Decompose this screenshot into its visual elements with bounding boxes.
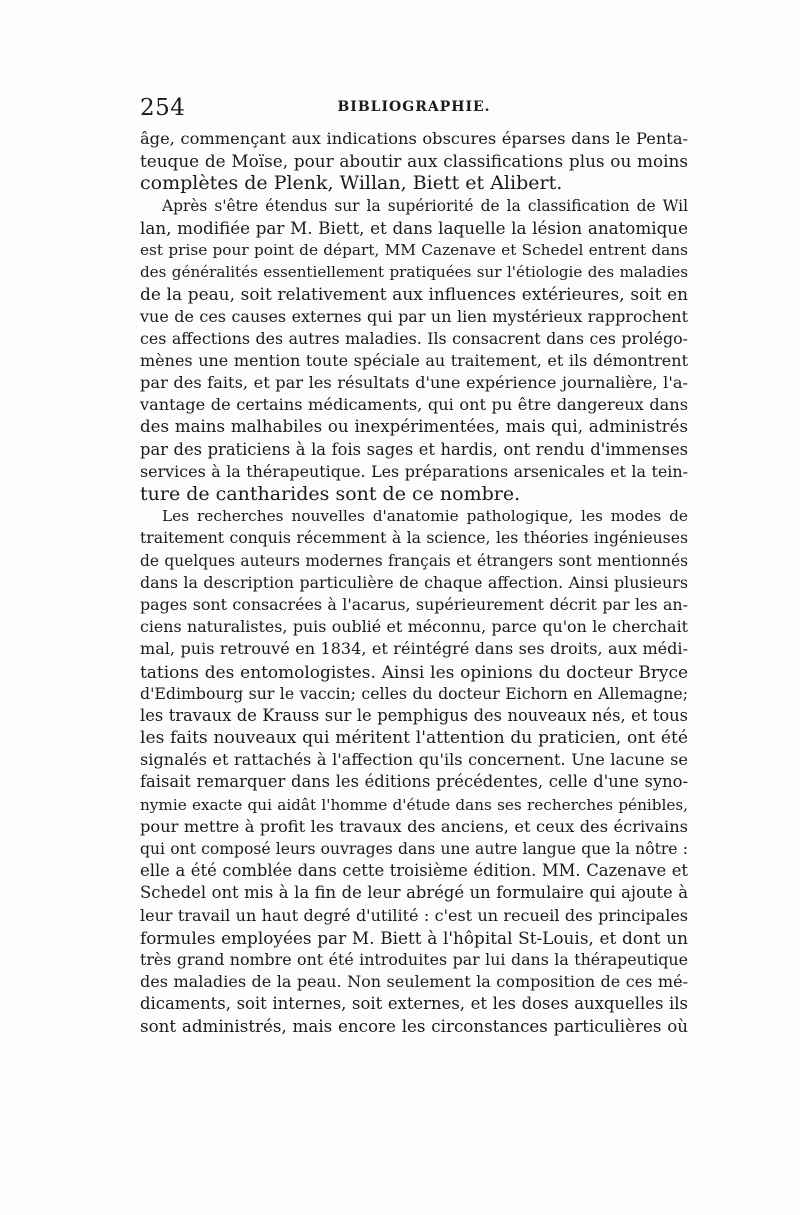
text-line: Les recherches nouvelles d'anatomie pathologique, les modes de: [162, 507, 688, 526]
text-line: mal, puis retrouvé en 1834, et réintégré dans ses droits, aux médi-: [140, 639, 688, 659]
paragraph-2: [140, 195, 688, 506]
text-line: ture de cantharides sont de ce nombre.: [140, 483, 521, 505]
text-line: elle a été comblée dans cette troisième édition. MM. Cazenave et: [140, 861, 688, 881]
text-line: pour mettre à profit les travaux des anciens, et ceux des écrivains: [140, 816, 688, 836]
text-line: pages sont consacrées à l'acarus, supérieurement décrit par les an-: [140, 594, 688, 614]
text-line: dicaments, soit internes, soit externes, et les doses auxquelles ils: [140, 994, 688, 1014]
text-line: mènes une mention toute spéciale au traitement, et ils démontrent: [140, 350, 688, 370]
running-title: BIBLIOGRAPHIE.: [337, 99, 491, 115]
text-line: par des faits, et par les résultats d'une expérience journalière, l'a-: [140, 373, 688, 393]
text-line: Après s'être étendus sur la supériorité de la classification de Wil: [162, 196, 688, 215]
text-line: des maladies de la peau. Non seulement la composition de ces mé-: [140, 972, 688, 992]
text-line: sont administrés, mais encore les circonstances particulières où: [140, 1016, 688, 1036]
text-line: de quelques auteurs modernes français et étrangers sont mentionnés: [140, 551, 688, 570]
running-head: [140, 95, 688, 125]
paragraph-3: [140, 505, 688, 1038]
text-line: complètes de Plenk, Willan, Biett et Alibert.: [140, 172, 563, 195]
paragraph-1: [140, 128, 688, 195]
text-line: de la peau, soit relativement aux influences extérieures, soit en: [140, 284, 688, 305]
text-line: formules employées par M. Biett à l'hôpital St-Louis, et dont un: [140, 927, 688, 948]
text-line: des mains malhabiles ou inexpérimentées, mais qui, administrés: [140, 417, 688, 437]
text-line: très grand nombre ont été introduites par lui dans la thérapeutique: [140, 949, 688, 969]
text-line: qui ont composé leurs ouvrages dans une autre langue que la nôtre :: [140, 840, 688, 858]
text-line: teuque de Moïse, pour aboutir aux classifications plus ou moins: [140, 151, 688, 172]
text-line: traitement conquis récemment à la science, les théories ingénieuses: [140, 528, 688, 548]
text-line: faisait remarquer dans les éditions précédentes, celle d'une syno-: [140, 772, 688, 792]
text-line: services à la thérapeutique. Les préparations arsenicales et la tein-: [140, 461, 688, 481]
text-line: signalés et rattachés à l'affection qu'ils concernent. Une lacune se: [140, 750, 688, 770]
text-line: ciens naturalistes, puis oublié et méconnu, parce qu'on le cherchait: [140, 617, 688, 637]
text-line: les travaux de Krauss sur le pemphigus des nouveaux nés, et tous: [140, 705, 688, 725]
text-line: dans la description particulière de chaque affection. Ainsi plusieurs: [140, 572, 688, 592]
text-line: tations des entomologistes. Ainsi les opinions du docteur Bryce: [140, 661, 688, 682]
text-line: nymie exacte qui aidât l'homme d'étude dans ses recherches pénibles,: [140, 795, 688, 814]
text-line: d'Edimbourg sur le vaccin; celles du docteur Eichorn en Allemagne;: [140, 683, 688, 703]
text-line: vue de ces causes externes qui par un lien mystérieux rapprochent: [140, 306, 688, 326]
text-line: des généralités essentiellement pratiquées sur l'étiologie des maladies: [140, 263, 688, 282]
page-number: 254: [140, 95, 186, 121]
body-text: [140, 128, 688, 1038]
text-line: leur travail un haut degré d'utilité : c'est un recueil des principales: [140, 905, 688, 925]
text-line: lan, modifiée par M. Biett, et dans laquelle la lésion anatomique: [140, 217, 688, 238]
text-line: par des praticiens à la fois sages et hardis, ont rendu d'immenses: [140, 439, 688, 459]
text-line: âge, commençant aux indications obscures éparses dans le Penta-: [140, 129, 688, 148]
text-line: Schedel ont mis à la fin de leur abrégé un formulaire qui ajoute à: [140, 883, 688, 903]
text-line: ces affections des autres maladies. Ils consacrent dans ces prolégo-: [140, 328, 688, 348]
text-line: les faits nouveaux qui méritent l'attention du praticien, ont été: [140, 728, 688, 749]
text-line: est prise pour point de départ, MM Cazenave et Schedel entrent dans: [140, 240, 688, 259]
text-line: vantage de certains médicaments, qui ont pu être dangereux dans: [140, 395, 688, 415]
